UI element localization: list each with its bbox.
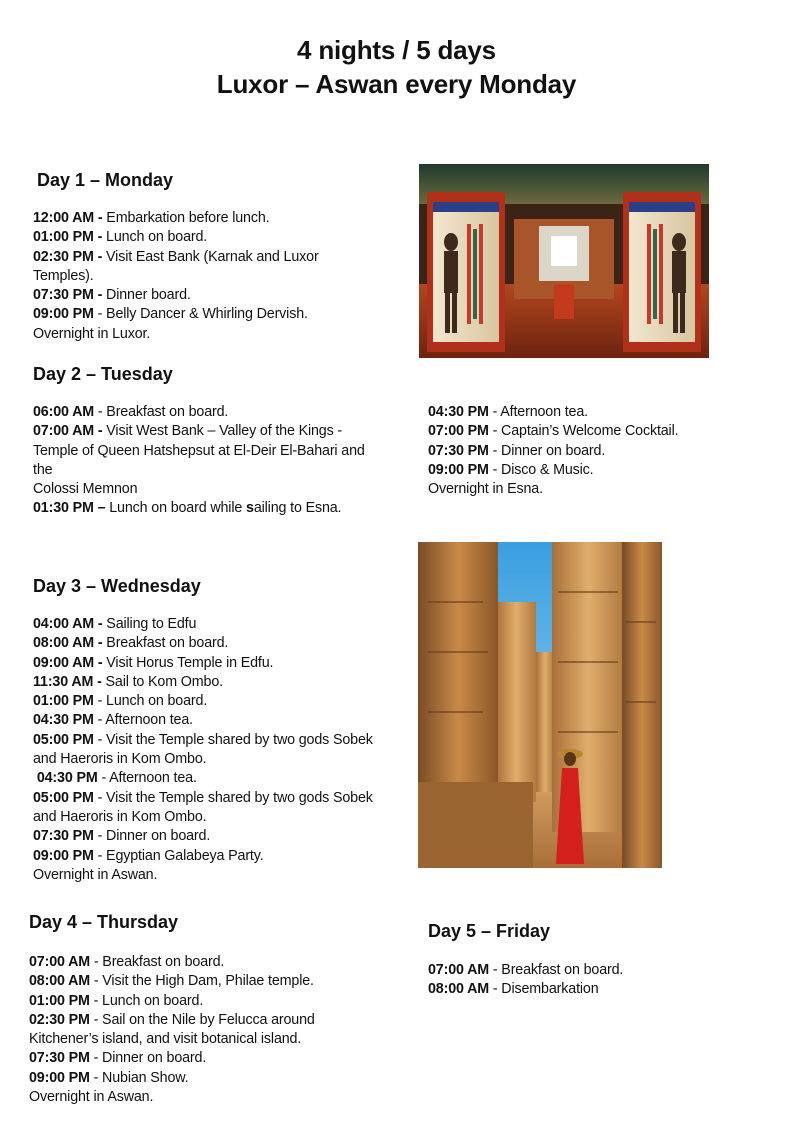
list-item: 08:00 AM - Visit the High Dam, Philae temple. [29,973,314,990]
list-item: 02:30 PM - Visit East Bank (Karnak and Luxor Temples). [33,248,319,284]
list-item: 11:30 AM - Sail to Kom Ombo. [33,673,223,690]
day5-heading: Day 5 – Friday [428,921,551,941]
list-item: 07:00 AM - Breakfast on board. [428,962,624,978]
day1-heading: Day 1 – Monday [37,170,174,190]
list-item: 05:00 PM - Visit the Temple shared by two gods Sobek and Haeroris in Kom Ombo. [33,731,373,768]
list-item: 09:00 PM - Egyptian Galabeya Party. [33,847,264,864]
day2-continued-items [428,403,748,499]
day5-items [428,961,748,1000]
list-item: 09:00 PM - Belly Dancer & Whirling Dervish. [33,306,308,323]
list-item: 09:00 AM - Visit Horus Temple in Edfu. [33,654,274,671]
list-item: 01:00 PM - Lunch on board. [33,229,208,246]
list-item: 07:00 AM - Visit West Bank – Valley of the Kings -Temple of Queen Hatshepsut at El-Deir El-Bahari and the [33,423,365,478]
list-item: Colossi Memnon [33,481,138,498]
list-item: 08:00 AM - Breakfast on board. [33,635,229,652]
day1-items [33,209,378,344]
list-item: 04:30 PM - Afternoon tea. [428,404,588,420]
list-item: 07:30 PM - Dinner on board. [428,442,606,459]
list-item: 04:00 AM - Sailing to Edfu [33,616,197,632]
list-item: 01:00 PM - Lunch on board. [29,992,204,1009]
day3-items [33,615,383,885]
list-item: 05:00 PM - Visit the Temple shared by two gods Sobek and Haeroris in Kom Ombo. [33,789,373,825]
list-item: 01:00 PM - Lunch on board. [33,693,208,710]
page-title-line1: 4 nights / 5 days [297,35,496,65]
list-item: 04:30 PM - Afternoon tea. [33,770,197,787]
karnak-columns-photo [418,542,662,868]
list-item: 04:30 PM - Afternoon tea. [33,712,193,729]
page-title-line2: Luxor – Aswan every Monday [216,69,577,99]
list-item: 01:30 PM – Lunch on board while sailing to Esna. [33,500,342,517]
list-item: 09:00 PM - Nubian Show. [29,1069,189,1086]
tomb-interior-photo [419,164,709,358]
overnight-note: Overnight in Luxor. [33,325,151,342]
day2-items [33,403,373,519]
list-item: 07:00 AM - Breakfast on board. [29,954,225,970]
list-item: 09:00 PM - Disco & Music. [428,461,594,478]
list-item: 06:00 AM - Breakfast on board. [33,404,229,420]
overnight-note: Overnight in Aswan. [29,1089,154,1106]
list-item: 02:30 PM - Sail on the Nile by Felucca around Kitchener’s island, and visit botanical island. [29,1011,315,1048]
day4-items [29,953,369,1107]
day3-heading: Day 3 – Wednesday [33,576,201,596]
overnight-note: Overnight in Aswan. [33,866,158,883]
day4-heading: Day 4 – Thursday [29,912,179,932]
list-item: 07:30 PM - Dinner on board. [33,828,211,845]
overnight-note: Overnight in Esna. [428,481,543,498]
list-item: 07:00 PM - Captain’s Welcome Cocktail. [428,423,679,440]
list-item: 08:00 AM - Disembarkation [428,981,599,998]
list-item: 07:30 PM - Dinner on board. [29,1050,207,1067]
day2-heading: Day 2 – Tuesday [33,364,173,384]
list-item: 07:30 PM - Dinner board. [33,287,191,304]
list-item: 12:00 AM - Embarkation before lunch. [33,210,270,226]
